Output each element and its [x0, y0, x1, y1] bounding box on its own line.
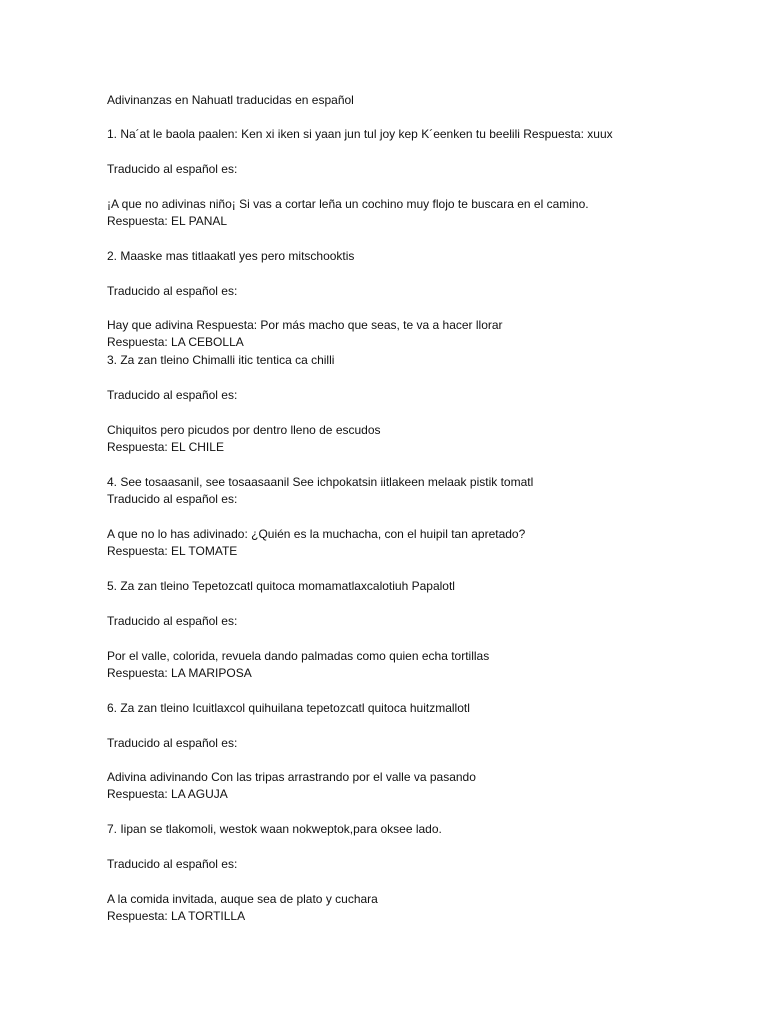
- riddle-6-answer: Respuesta: LA AGUJA: [107, 787, 228, 801]
- riddle-3-nahuatl: 3. Za zan tleino Chimalli itic tentica ca chilli: [107, 353, 335, 367]
- riddle-6-translation-heading: Traducido al español es:: [107, 736, 238, 750]
- riddle-3-translation-heading: Traducido al español es:: [107, 388, 238, 402]
- riddle-2-answer: Respuesta: LA CEBOLLA: [107, 335, 244, 349]
- riddle-7-answer: Respuesta: LA TORTILLA: [107, 909, 246, 923]
- riddle-1-nahuatl: 1. Na´at le baola paalen: Ken xi iken si yaan jun tul joy kep K´eenken tu beelili Respuesta: xuux: [107, 127, 613, 141]
- riddle-4-spanish: A que no lo has adivinado: ¿Quién es la muchacha, con el huipil tan apretado?: [107, 527, 526, 541]
- riddle-4-answer: Respuesta: EL TOMATE: [107, 544, 238, 558]
- riddle-4-translation-heading: Traducido al español es:: [107, 492, 238, 506]
- riddle-2-translation-heading: Traducido al español es:: [107, 284, 238, 298]
- riddle-5-answer: Respuesta: LA MARIPOSA: [107, 666, 252, 680]
- document-title: Adivinanzas en Nahuatl traducidas en español: [107, 93, 354, 107]
- riddle-5-translation-heading: Traducido al español es:: [107, 614, 238, 628]
- riddle-6-nahuatl: 6. Za zan tleino Icuitlaxcol quihuilana tepetozcatl quitoca huitzmallotl: [107, 701, 470, 715]
- riddle-2-spanish: Hay que adivina Respuesta: Por más macho que seas, te va a hacer llorar: [107, 318, 503, 332]
- riddle-1-spanish: ¡A que no adivinas niño¡ Si vas a cortar leña un cochino muy flojo te buscara en el camino.: [107, 197, 589, 211]
- riddle-1-translation-heading: Traducido al español es:: [107, 162, 238, 176]
- riddle-7-nahuatl: 7. Iipan se tlakomoli, westok waan nokweptok,para oksee lado.: [107, 822, 442, 836]
- riddle-6-spanish: Adivina adivinando Con las tripas arrastrando por el valle va pasando: [107, 770, 476, 784]
- riddle-1-answer: Respuesta: EL PANAL: [107, 214, 228, 228]
- riddle-5-nahuatl: 5. Za zan tleino Tepetozcatl quitoca momamatlaxcalotiuh Papalotl: [107, 579, 455, 593]
- riddle-3-answer: Respuesta: EL CHILE: [107, 440, 224, 454]
- riddle-5-spanish: Por el valle, colorida, revuela dando palmadas como quien echa tortillas: [107, 649, 490, 663]
- riddle-4-nahuatl: 4. See tosaasanil, see tosaasaanil See ichpokatsin iitlakeen melaak pistik tomatl: [107, 475, 534, 489]
- riddle-7-translation-heading: Traducido al español es:: [107, 857, 238, 871]
- riddle-7-spanish: A la comida invitada, auque sea de plato y cuchara: [107, 892, 378, 906]
- riddle-3-spanish: Chiquitos pero picudos por dentro lleno de escudos: [107, 423, 381, 437]
- riddle-2-nahuatl: 2. Maaske mas titlaakatl yes pero mitschooktis: [107, 249, 355, 263]
